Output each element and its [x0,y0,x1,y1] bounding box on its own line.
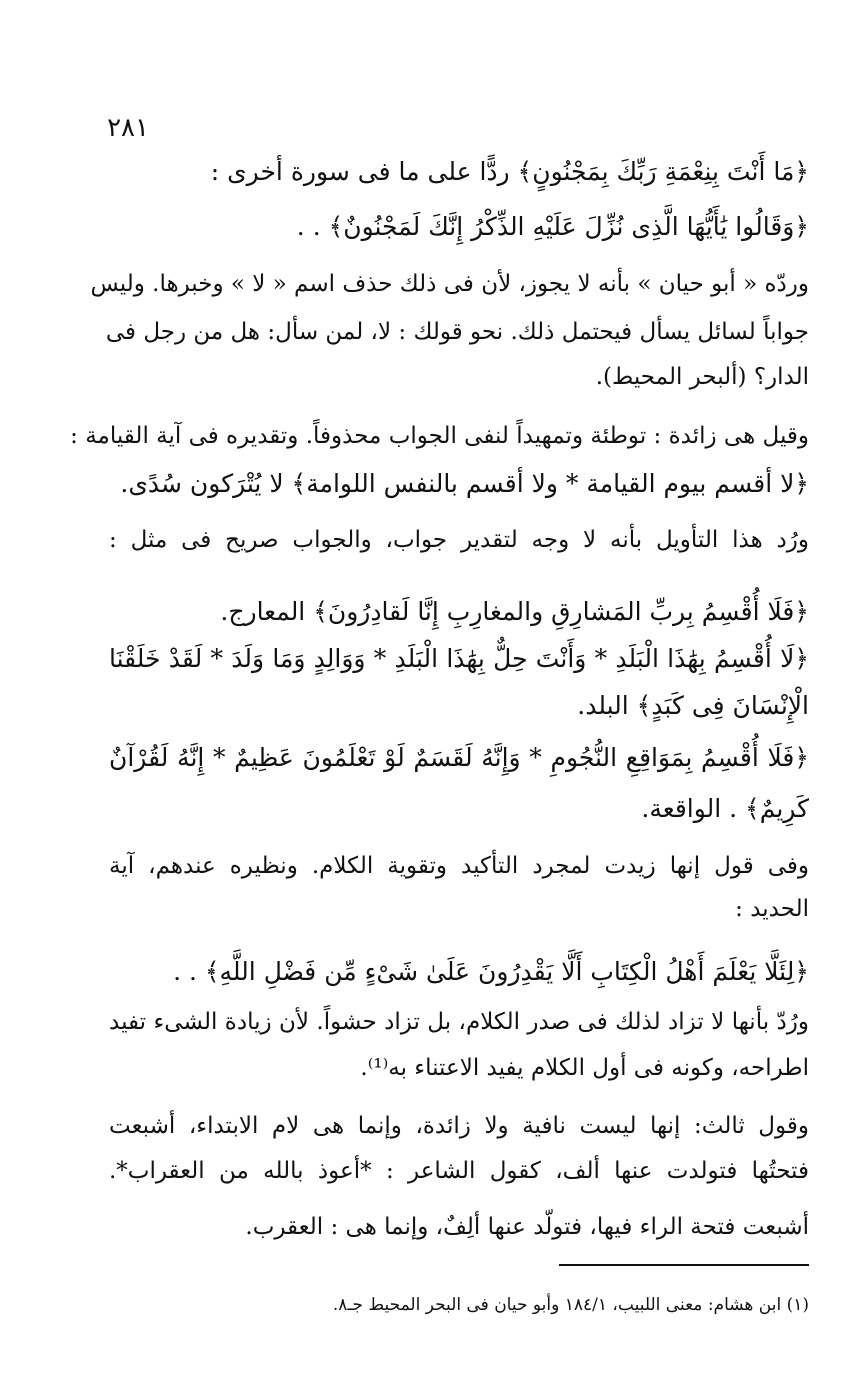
text-line-6: وقيل هى زائدة : توطئة وتمهيداً لنفى الجواب محذوفاً. وتقديره فى آية القيامة : [70,423,809,449]
text-line-18: اطراحه، وكونه فى أول الكلام يفيد الاعتناء به⁽¹⁾. [360,1055,809,1081]
text-line-8: ورُد هذا التأويل بأنه لا وجه لتقدير جواب، والجواب صريح فى مثل : [109,527,809,553]
text-line-10: ﴿لَا أُقْسِمُ بِهَٰذَا الْبَلَدِ * وَأَنْتَ حِلٌّ بِهَٰذَا الْبَلَدِ * وَوَالِدٍ وَمَا وَلَدَ * لَقَدْ خَلَقْنَا [109,644,809,673]
text-line-11: الْإِنْسَانَ فِى كَبَدٍ﴾ البلد. [577,691,809,720]
text-line-4: جواباً لسائل يسأل فيحتمل ذلك. نحو قولك : لا، لمن سأل: هل من رجل فى [105,319,809,345]
text-line-14: وفى قول إنها زيدت لمجرد التأكيد وتقوية الكلام. ونظيره عندهم، آية [109,853,809,879]
text-line-17: ورُدّ بأنها لا تزاد لذلك فى صدر الكلام، بل تزاد حشواً. لأن زيادة الشىء تفيد [109,1009,809,1035]
text-line-9: ﴿فَلَا أُقْسِمُ بِربِّ المَشارِقِ والمغارِبِ إِنَّا لَقادِرُونَ﴾ المعارج. [220,597,809,626]
text-line-2: ﴿وَقَالُوا يَٰأَيُّهَا الَّذِى نُزِّلَ عَلَيْهِ الذِّكْرُ إِنَّكَ لَمَجْنُونٌ﴾ . . [296,212,809,241]
text-line-20: فتحتُها فتولدت عنها ألف، كقول الشاعر : *أعوذ بالله من العقراب*. [109,1158,809,1184]
text-line-3: وردّه « أبو حيان » بأنه لا يجوز، لأن فى ذلك حذف اسم « لا » وخبرها. وليس [90,271,809,297]
footnote-divider [559,1264,809,1266]
text-line-7: ﴿لا أقسم بيوم القيامة * ولا أقسم بالنفس اللوامة﴾ لا يُتْرَكون سُدًى. [120,469,809,498]
text-line-5: الدار؟ (ألبحر المحيط). [595,364,809,390]
page-number: ٢٨١ [107,113,149,143]
text-line-21: أشبعت فتحة الراء فيها، فتولّد عنها ألِفٌ، وإنما هى : العقرب. [245,1214,809,1240]
text-line-15: الحديد : [735,896,809,922]
text-line-12: ﴿فَلَا أُقْسِمُ بِمَوَاقِعِ النُّجُومِ * وَإِنَّهُ لَقَسَمٌ لَوْ تَعْلَمُونَ عَظِيمٌ * إِنَّهُ لَقُرْآنٌ [109,743,809,772]
text-line-19: وقول ثالث: إنها ليست نافية ولا زائدة، وإنما هى لام الابتداء، أشبعت [109,1113,809,1139]
text-line-13: كَرِيمٌ﴾ . الواقعة. [641,794,809,823]
text-line-1: ﴿مَا أَنْتَ بِنِعْمَةِ رَبِّكَ بِمَجْنُونٍ﴾ ردًّا على ما فى سورة أخرى : [210,157,809,186]
footnote: (١) ابن هشام: معنى اللبيب، ١٨٤/١ وأبو حيان فى البحر المحيط جـ٨. [332,1295,809,1315]
text-line-16: ﴿لِئَلَّا يَعْلَمَ أَهْلُ الْكِتَابِ أَلَّا يَقْدِرُونَ عَلَىٰ شَىْءٍ مِّن فَضْلِ اللَّهِ﴾ . . [173,957,809,986]
